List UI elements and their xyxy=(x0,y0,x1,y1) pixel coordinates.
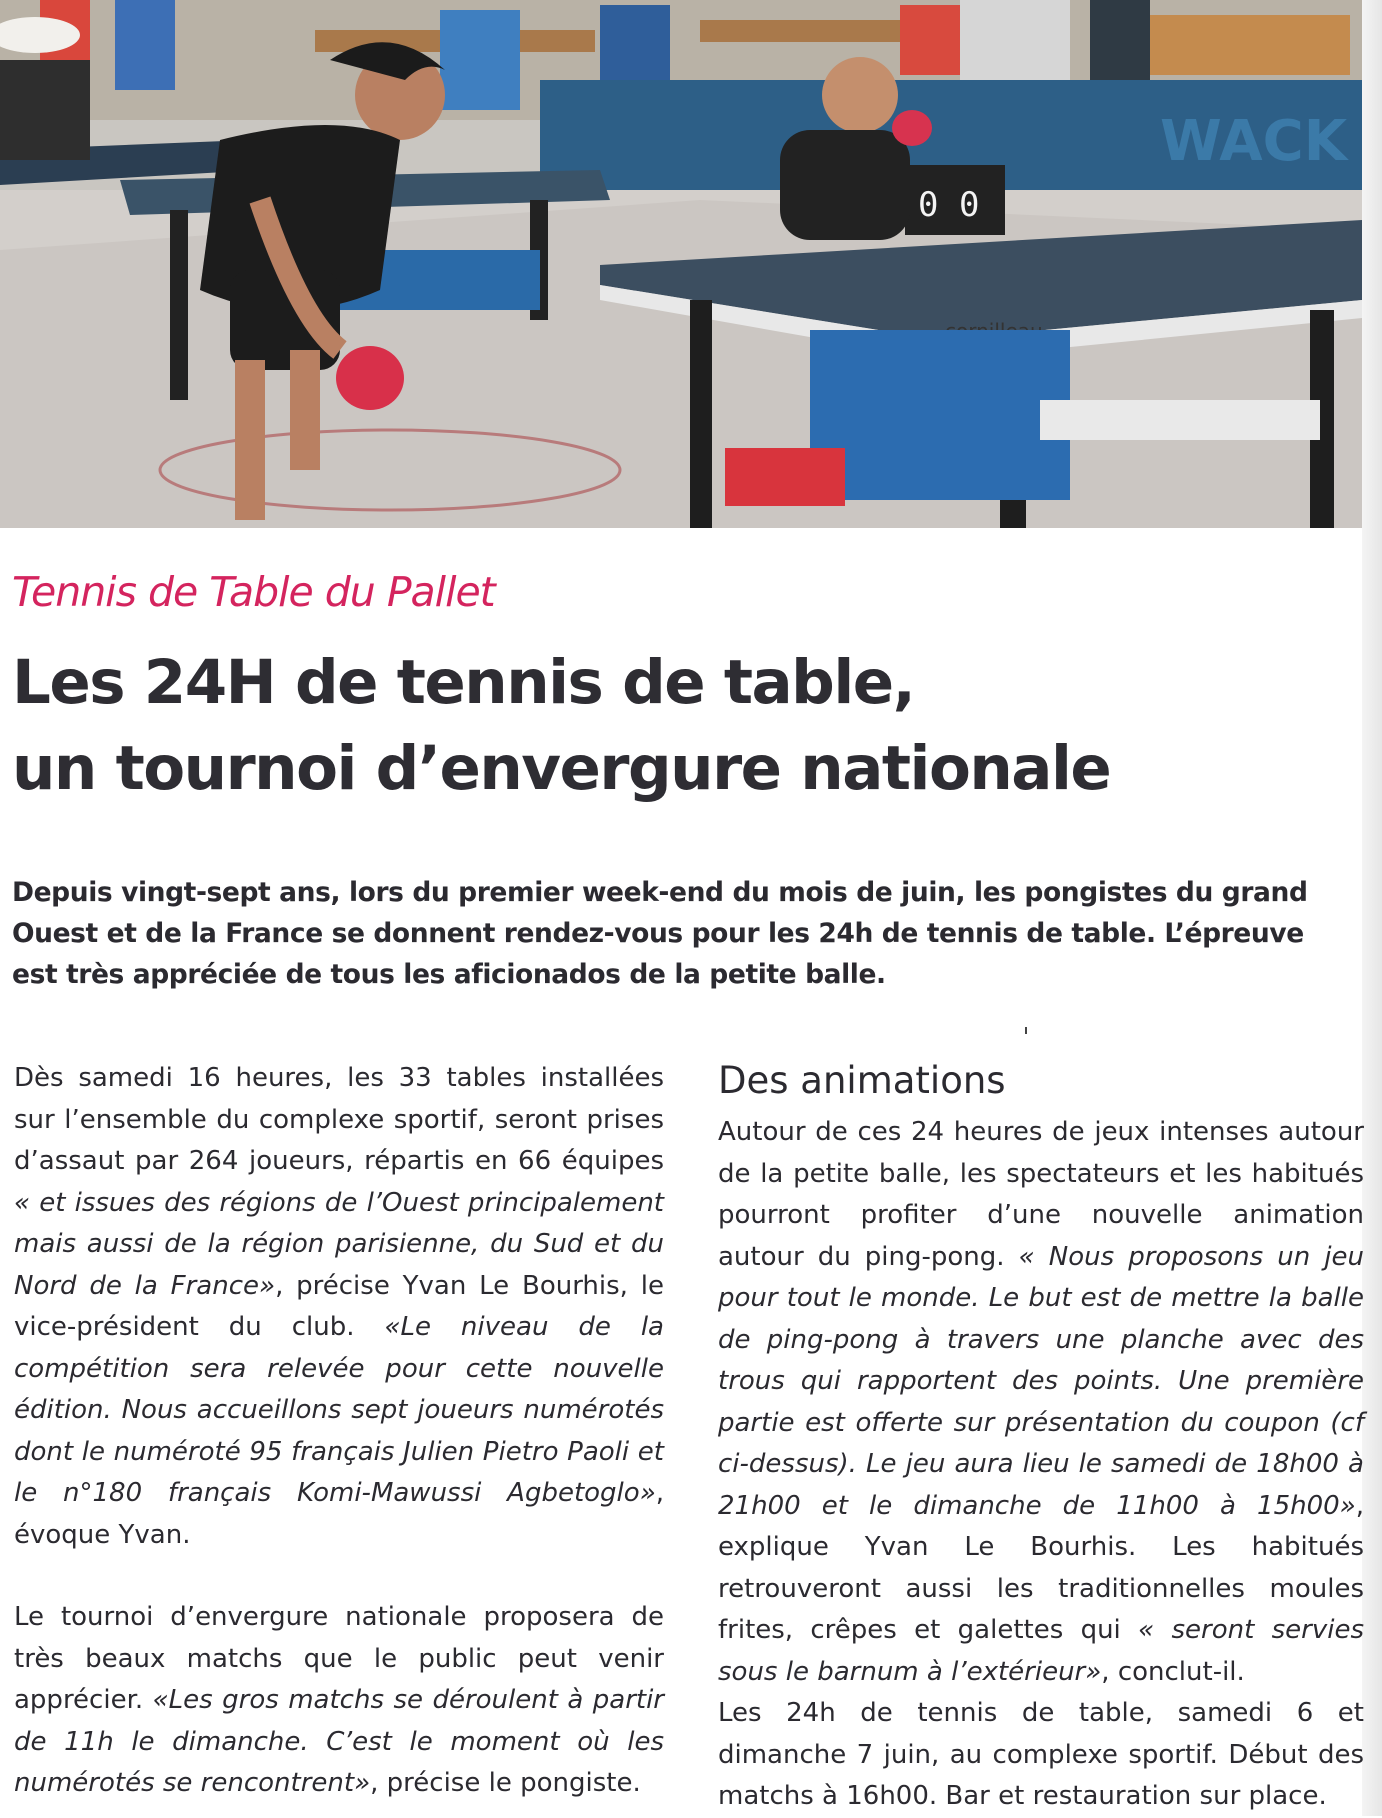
article-photo xyxy=(0,0,1362,528)
banner-text xyxy=(1160,109,1350,174)
text-run: , précise Yvan Le Bourhis, le vice-président du club. xyxy=(14,1270,664,1342)
svg-text:WACK: WACK xyxy=(1160,109,1348,174)
right-column-body xyxy=(718,1112,1364,1818)
quote: « seront servies sous le barnum à l’extérieur» xyxy=(718,1615,1364,1687)
text-run: Le tournoi d’envergure nationale proposera de très beaux matchs que le public peut venir apprécier. xyxy=(14,1602,664,1715)
quote: « Nous proposons un jeu pour tout le monde. Le but est de mettre la balle de ping-pong à travers une planche avec des trous qui rapportent des points. Une première partie est offerte sur présentation du coupon (cf ci-dessus). Le jeu aura lieu le samedi de 18h00 à 21h00 et le dimanche de 11h00 à 15h00» xyxy=(718,1241,1364,1521)
body-paragraph xyxy=(14,1058,664,1556)
text-run: , explique Yvan Le Bourhis. Les habitués retrouveront aussi les traditionnelles moules frites, crêpes et galettes qui xyxy=(718,1490,1364,1645)
svg-text:0 0: 0 0 xyxy=(918,185,980,225)
quote: «Les gros matchs se déroulent à partir de 11h le dimanche. C’est le moment où les numérotés se rencontrent» xyxy=(14,1685,664,1798)
body-paragraph xyxy=(14,1597,664,1805)
event-info-paragraph: Les 24h de tennis de table, samedi 6 et dimanche 7 juin, au complexe sportif. Début des matchs à 16h00. Bar et restauration sur place. xyxy=(718,1698,1364,1811)
headline-line-2: un tournoi d’envergure nationale xyxy=(12,733,1111,804)
text-run: , évoque Yvan. xyxy=(14,1478,664,1550)
quote: « et issues des régions de l’Ouest principalement mais aussi de la région parisienne, du Sud et du Nord de la France» xyxy=(14,1187,664,1301)
text-run: Autour de ces 24 heures de jeux intenses autour de la petite balle, les spectateurs et les habitués pourront profiter d’une nouvelle animation autour du ping-pong. xyxy=(718,1117,1364,1272)
scan-speck xyxy=(1025,1027,1027,1034)
headline-line-1: Les 24H de tennis de table, xyxy=(12,647,915,718)
text-run: , conclut-il. xyxy=(1101,1656,1245,1687)
quote: «Le niveau de la compétition sera relevée pour cette nouvelle édition. Nous accueillons sept joueurs numérotés dont le numéroté 95 français Julien Pietro Paoli et le n°180 français Komi-Mawussi Agbetoglo» xyxy=(14,1312,664,1508)
article-lead: Depuis vingt-sept ans, lors du premier week-end du mois de juin, les pongistes du grand Ouest et de la France se donnent rendez-vous pour les 24h de tennis de table. L’épreuve est très appréciée de tous les aficionados de la petite balle. xyxy=(12,877,1308,990)
text-run: , précise le pongiste. xyxy=(370,1768,641,1798)
body-paragraph xyxy=(718,1112,1364,1693)
text-run: Dès samedi 16 heures, les 33 tables installées sur l’ensemble du complexe sportif, seront prises d’assaut par 264 joueurs, répartis en 66 équipes xyxy=(14,1063,664,1176)
scoreboard xyxy=(918,185,979,225)
article-headline xyxy=(12,640,1342,812)
section-subheading: Des animations xyxy=(718,1059,1006,1102)
scan-margin xyxy=(1362,0,1382,1816)
section-kicker: Tennis de Table du Pallet xyxy=(12,568,495,616)
left-column xyxy=(14,1058,664,1805)
